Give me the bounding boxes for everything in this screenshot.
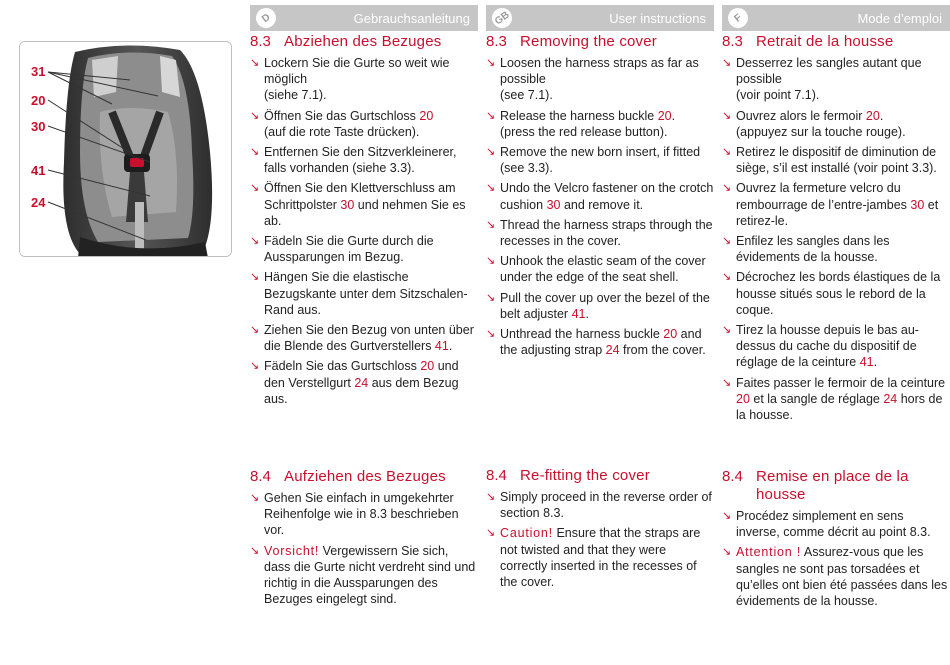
step-text: Fädeln Sie das Gurtschloss — [264, 359, 421, 374]
arrow-bullet-icon: ↘ — [722, 324, 732, 337]
instruction-step — [486, 217, 714, 249]
step-text: Thread the harness straps through the recesses in the cover. — [500, 217, 713, 249]
arrow-bullet-icon: ↘ — [722, 546, 732, 559]
section-title — [722, 33, 950, 51]
instruction-step — [250, 543, 478, 608]
arrow-bullet-icon: ↘ — [250, 544, 260, 557]
instruction-step — [486, 55, 714, 104]
step-text: Öffnen Sie das Gurtschloss — [264, 108, 420, 123]
part-reference-number: 24 — [605, 343, 620, 358]
arrow-bullet-icon: ↘ — [486, 255, 496, 268]
arrow-bullet-icon: ↘ — [486, 57, 496, 69]
instruction-step — [722, 544, 950, 609]
arrow-bullet-icon: ↘ — [250, 324, 260, 337]
instruction-step — [250, 108, 478, 140]
section-title — [250, 33, 478, 51]
section-8-4-fr — [722, 468, 950, 613]
step-text: Ouvrez alors le fermoir — [736, 108, 866, 123]
step-text: Fädeln Sie die Gurte durch die Aussparungen im Bezug. — [264, 234, 434, 265]
arrow-bullet-icon: ↘ — [250, 492, 260, 504]
callout-20: 20 — [31, 93, 46, 108]
arrow-bullet-icon: ↘ — [486, 218, 496, 231]
section-title — [722, 468, 950, 504]
section-heading: Removing the cover — [520, 33, 657, 50]
instruction-step — [250, 490, 478, 539]
part-reference-number: 20 — [419, 108, 434, 123]
section-title — [486, 33, 714, 51]
instruction-step — [250, 233, 478, 265]
arrow-bullet-icon: ↘ — [250, 271, 260, 284]
header-title-fr: Mode d’emploi — [857, 11, 942, 26]
instruction-step — [250, 55, 478, 104]
step-text: Tirez la housse depuis le bas au-dessus du cache du dispositif de réglage de la ceinture — [736, 323, 919, 370]
instruction-step — [722, 269, 950, 318]
arrow-bullet-icon: ↘ — [722, 182, 732, 195]
arrow-bullet-icon: ↘ — [250, 360, 260, 373]
language-tab-de: D — [252, 4, 280, 32]
step-text: . — [585, 306, 589, 321]
arrow-bullet-icon: ↘ — [486, 527, 496, 540]
section-8-3-gb — [486, 33, 714, 362]
caution-label: Caution! — [500, 526, 553, 541]
step-text: Décrochez les bords élastiques de la housse situés sous le rebord de la coque. — [736, 270, 941, 317]
instruction-step — [250, 322, 478, 354]
step-text: Unhook the elastic seam of the cover under the edge of the seat shell. — [500, 254, 706, 285]
step-text: Faites passer le fermoir de la ceinture — [736, 375, 946, 390]
part-reference-number: 41 — [571, 306, 586, 321]
arrow-bullet-icon: ↘ — [250, 109, 260, 122]
step-text: Unthread the harness buckle — [500, 327, 664, 342]
step-text: from the cover. — [619, 343, 706, 358]
step-text: . — [873, 355, 878, 370]
step-text: Procédez simplement en sens inverse, comme décrit au point 8.3. — [736, 509, 931, 540]
instruction-step — [250, 269, 478, 318]
instruction-step — [486, 144, 714, 176]
section-title — [250, 468, 478, 486]
header-title-de: Gebrauchsanleitung — [353, 11, 470, 26]
step-text: Lockern Sie die Gurte so weit wie möglich (siehe 7.1). — [264, 56, 450, 103]
arrow-bullet-icon: ↘ — [486, 291, 496, 304]
instruction-step — [486, 108, 714, 140]
section-number: 8.3 — [722, 33, 743, 50]
caution-label: Vorsicht! — [264, 543, 320, 558]
header-de — [250, 5, 478, 31]
arrow-bullet-icon: ↘ — [722, 510, 732, 522]
step-text: Assurez-vous que les sangles ne sont pas torsadées et qu’elles ont bien été passées dans les évidements de la housse. — [736, 545, 948, 609]
step-text: and remove it. — [560, 197, 644, 212]
language-tab-fr: F — [724, 4, 752, 32]
instruction-step — [486, 290, 714, 322]
section-8-3-de — [250, 33, 478, 411]
step-text: Desserrez les sangles autant que possible (voir point 7.1). — [736, 56, 922, 103]
step-text: Hängen Sie die elastische Bezugskante unter dem Sitzschalen-Rand aus. — [264, 270, 468, 317]
callout-24: 24 — [31, 195, 46, 210]
section-heading: Abziehen des Bezuges — [284, 33, 442, 50]
section-number: 8.4 — [486, 467, 507, 484]
arrow-bullet-icon: ↘ — [722, 376, 732, 389]
step-text: et retirez-le. — [736, 197, 939, 228]
arrow-bullet-icon: ↘ — [250, 57, 260, 69]
arrow-bullet-icon: ↘ — [722, 109, 732, 122]
caution-label: Attention ! — [736, 545, 802, 560]
part-reference-number: 30 — [546, 197, 561, 212]
arrow-bullet-icon: ↘ — [486, 182, 496, 195]
step-text: . — [448, 339, 453, 354]
step-text: Ouvrez la fermeture velcro du rembourrage de l’entre-jambes — [736, 181, 911, 212]
section-8-3-fr — [722, 33, 950, 427]
step-text: Release the harness buckle — [500, 108, 658, 123]
instruction-step — [486, 326, 714, 358]
instruction-step — [250, 358, 478, 407]
arrow-bullet-icon: ↘ — [486, 328, 496, 341]
instruction-step — [250, 180, 478, 229]
instruction-step — [486, 180, 714, 212]
callout-31: 31 — [31, 64, 46, 79]
part-reference-number: 24 — [883, 391, 898, 406]
instruction-step — [486, 253, 714, 285]
part-reference-number: 20 — [663, 327, 678, 342]
arrow-bullet-icon: ↘ — [486, 146, 496, 159]
step-text: aus dem Bezug aus. — [264, 375, 459, 406]
section-number: 8.3 — [250, 33, 271, 50]
section-8-4-de — [250, 468, 478, 611]
step-text: . (press the red release button). — [500, 108, 676, 139]
section-8-4-gb — [486, 467, 714, 594]
instruction-step — [722, 233, 950, 265]
step-text: Vergewissern Sie sich, dass die Gurte nicht verdreht sind und richtig in die Aussparungen des Bezuges eingelegt sind. — [264, 543, 476, 607]
instruction-step — [722, 144, 950, 176]
section-heading: Remise en place de la housse — [756, 468, 909, 503]
header-gb — [486, 5, 714, 31]
section-number: 8.4 — [722, 468, 743, 485]
step-text: Gehen Sie einfach in umgekehrter Reihenfolge wie in 8.3 beschrieben vor. — [264, 491, 459, 538]
step-text: Enfilez les sangles dans les évidements de la housse. — [736, 234, 890, 265]
step-text: und den Verstellgurt — [264, 359, 459, 390]
part-reference-number: 41 — [434, 339, 449, 354]
part-reference-number: 20 — [420, 359, 435, 374]
step-text: Retirez le dispositif de diminution de siège, s’il est installé (voir point 3.3). — [736, 145, 937, 176]
step-text: Ensure that the straps are not twisted and that they were correctly inserted in the recesses of the cover. — [500, 526, 701, 590]
instruction-step — [722, 180, 950, 229]
part-reference-number: 20 — [865, 108, 880, 123]
part-reference-number: 20 — [736, 391, 750, 406]
step-text: . (appuyez sur la touche rouge). — [736, 108, 906, 139]
callout-30: 30 — [31, 119, 46, 134]
step-text: and the adjusting strap — [500, 327, 702, 358]
section-heading: Re-fitting the cover — [520, 467, 650, 484]
instruction-step — [486, 489, 714, 521]
step-text: Simply proceed in the reverse order of section 8.3. — [500, 490, 712, 521]
step-text: Ziehen Sie den Bezug von unten über die Blende des Gurtverstellers — [264, 323, 474, 354]
section-heading: Retrait de la housse — [756, 33, 894, 50]
arrow-bullet-icon: ↘ — [250, 182, 260, 195]
instruction-step — [722, 322, 950, 371]
arrow-bullet-icon: ↘ — [722, 57, 732, 69]
step-text: Entfernen Sie den Sitzverkleinerer, falls vorhanden (siehe 3.3). — [264, 145, 457, 176]
step-text: hors de la housse. — [736, 391, 943, 423]
part-reference-number: 41 — [859, 355, 874, 370]
section-number: 8.3 — [486, 33, 507, 50]
instruction-step — [722, 508, 950, 540]
language-tab-gb: GB — [488, 4, 516, 32]
section-number: 8.4 — [250, 468, 271, 485]
step-text: (auf die rote Taste drücken). — [264, 124, 420, 139]
instruction-step — [722, 375, 950, 424]
part-reference-number: 30 — [910, 197, 925, 212]
part-reference-number: 20 — [657, 108, 672, 123]
step-text: und nehmen Sie es ab. — [264, 197, 466, 228]
header-fr — [722, 5, 950, 31]
callout-41: 41 — [31, 163, 46, 178]
arrow-bullet-icon: ↘ — [486, 109, 496, 122]
instruction-step — [722, 55, 950, 104]
arrow-bullet-icon: ↘ — [722, 146, 732, 159]
instruction-step — [250, 144, 478, 176]
arrow-bullet-icon: ↘ — [486, 491, 496, 503]
arrow-bullet-icon: ↘ — [250, 146, 260, 159]
step-text: Undo the Velcro fastener on the crotch cushion — [500, 181, 714, 212]
step-text: Remove the new born insert, if fitted (see 3.3). — [500, 145, 701, 176]
arrow-bullet-icon: ↘ — [722, 271, 732, 284]
arrow-bullet-icon: ↘ — [250, 235, 260, 248]
section-heading: Aufziehen des Bezuges — [284, 468, 446, 485]
part-reference-number: 24 — [354, 375, 369, 390]
header-title-gb: User instructions — [609, 11, 706, 26]
section-title — [486, 467, 714, 485]
part-reference-number: 30 — [340, 197, 355, 212]
step-text: Pull the cover up over the bezel of the belt adjuster — [500, 290, 710, 321]
step-text: Loosen the harness straps as far as possible (see 7.1). — [500, 56, 699, 103]
arrow-bullet-icon: ↘ — [722, 235, 732, 248]
step-text: et la sangle de réglage — [749, 391, 884, 406]
instruction-step — [486, 525, 714, 590]
step-text: Öffnen Sie den Klettverschluss am Schrittpolster — [264, 181, 456, 212]
instruction-step — [722, 108, 950, 140]
